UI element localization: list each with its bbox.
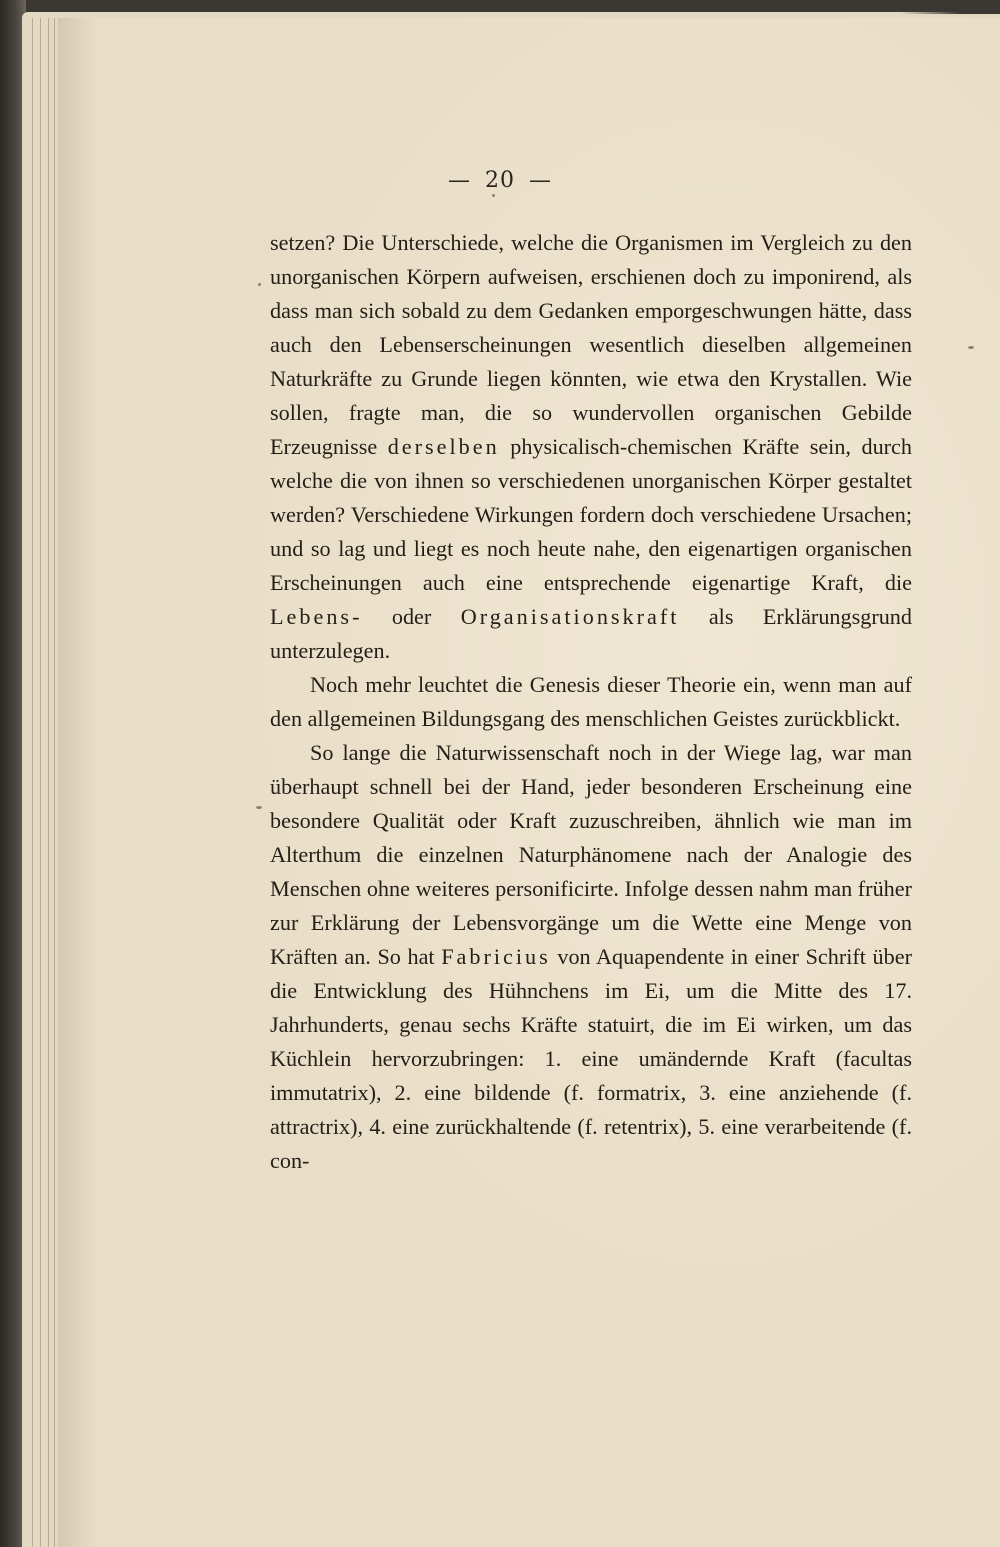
text-run: Noch mehr leuchtet die Genesis dieser Theorie ein, wenn man auf den allgemeinen Bildungsgang des menschlichen Geistes zurückblickt. bbox=[270, 672, 912, 731]
paragraph bbox=[270, 668, 912, 736]
header-dash-left: — bbox=[448, 168, 471, 193]
spaced-emphasis-text: Organisationskraft bbox=[460, 604, 680, 629]
scan-corner-shadow bbox=[900, 0, 1000, 14]
spaced-emphasis-text: Lebens- bbox=[270, 604, 363, 629]
text-run: physicalisch-chemischen Kräfte sein, durch welche die von ihnen so verschiedenen unorganischen Körper gestaltet werden? Verschiedene Wirkungen fordern doch verschiedene Ursachen; und so lag und liegt es noch heute nahe, den eigenartigen organischen Erscheinungen auch eine entsprechende eigenartige Kraft, die bbox=[270, 434, 912, 595]
header-dash-right: — bbox=[529, 168, 552, 193]
paper-speck bbox=[492, 194, 495, 197]
page-leaf-edge bbox=[40, 18, 41, 1547]
paragraph bbox=[270, 736, 912, 1178]
body-text bbox=[270, 226, 912, 1178]
paper-speck bbox=[256, 806, 262, 809]
page-leaf-edge bbox=[54, 18, 55, 1547]
page-leaf-edge bbox=[32, 18, 33, 1547]
page-leaf-edge bbox=[48, 18, 49, 1547]
text-run: oder bbox=[362, 604, 461, 629]
paper-speck bbox=[258, 283, 261, 286]
page-header bbox=[0, 168, 1000, 193]
text-run: als Erklärungsgrund unterzulegen. bbox=[270, 604, 912, 663]
text-run: setzen? Die Unterschiede, welche die Organismen im Vergleich zu den unorganischen Körpern aufweisen, erschienen doch zu imponirend, als dass man sich sobald zu dem Gedanken emporgeschwungen hätte, dass auch den Lebenserscheinungen wesentlich dieselben allgemeinen Naturkräfte zu Grunde liegen könnten, wie etwa den Krystallen. Wie sollen, fragte man, die so wundervollen organischen Gebilde Erzeugnisse bbox=[270, 230, 912, 459]
text-run: von Aquapendente in einer Schrift über die Entwicklung des Hühnchens im Ei, um die Mitte des 17. Jahrhunderts, genau sechs Kräfte statuirt, die im Ei wirken, um das Küchlein hervorzubringen: 1. eine umändernde Kraft (facultas immutatrix), 2. eine bildende (f. formatrix, 3. eine anziehende (f. attractrix), 4. eine zurückhaltende (f. retentrix), 5. eine verarbeitende (f. con- bbox=[270, 944, 912, 1173]
page-number: 20 bbox=[485, 168, 515, 193]
text-run: So lange die Naturwissenschaft noch in der Wiege lag, war man überhaupt schnell bei der Hand, jeder besonderen Erscheinung eine besondere Qualität oder Kraft zuzuschreiben, ähnlich wie man im Alterthum die einzelnen Naturphänomene nach der Analogie des Menschen ohne weiteres personificirte. Infolge dessen nahm man früher zur Erklärung der Lebensvorgänge um die Wette eine Menge von Kräften an. So hat bbox=[270, 740, 912, 969]
spaced-emphasis-text: Fabricius bbox=[441, 944, 551, 969]
paper-speck bbox=[968, 346, 974, 349]
paragraph bbox=[270, 226, 912, 668]
spaced-emphasis-text: derselben bbox=[387, 434, 500, 459]
